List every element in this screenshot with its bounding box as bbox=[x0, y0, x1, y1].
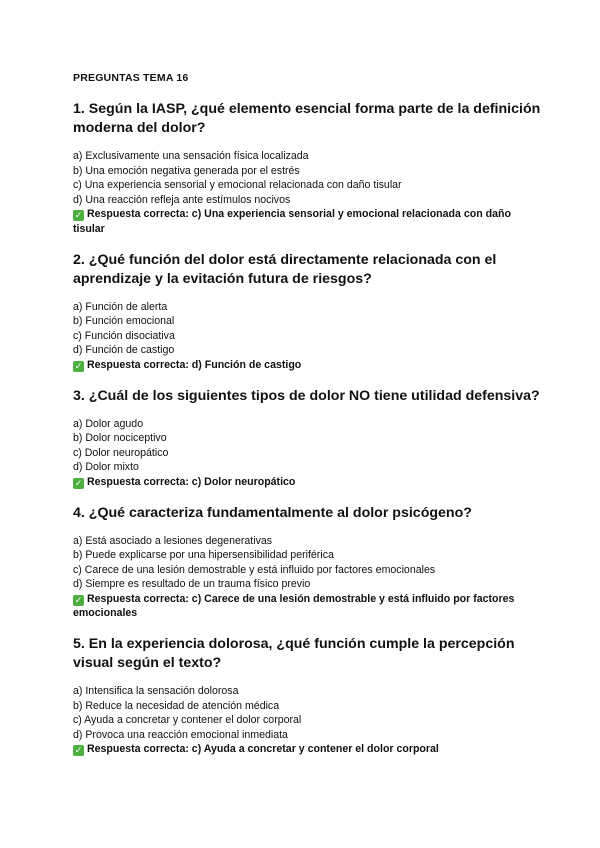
question-title: 1. Según la IASP, ¿qué elemento esencial forma parte de la definición moderna del dolor? bbox=[73, 101, 541, 136]
options-list bbox=[73, 300, 543, 358]
answer-text: Respuesta correcta: c) Carece de una lesión demostrable y está influido por factores emocionales bbox=[73, 592, 515, 620]
options-list bbox=[73, 417, 543, 475]
check-mark-button-icon: ✓ bbox=[74, 477, 83, 488]
option-a: a) Dolor agudo bbox=[73, 417, 144, 430]
option-a: a) Está asociado a lesiones degenerativas bbox=[73, 534, 273, 547]
answer-text: Respuesta correcta: d) Función de castigo bbox=[87, 358, 302, 371]
options-list bbox=[73, 149, 543, 207]
correct-answer bbox=[73, 475, 543, 490]
option-d: d) Siempre es resultado de un trauma físico previo bbox=[73, 578, 311, 591]
correct-answer bbox=[73, 742, 543, 757]
correct-answer bbox=[73, 358, 543, 373]
correct-answer bbox=[73, 592, 543, 621]
option-b: b) Puede explicarse por una hipersensibilidad periférica bbox=[73, 549, 334, 562]
question-title: 3. ¿Cuál de los siguientes tipos de dolor NO tiene utilidad defensiva? bbox=[73, 387, 540, 404]
options-list bbox=[73, 534, 543, 592]
answer-text: Respuesta correcta: c) Dolor neuropático bbox=[87, 475, 296, 488]
check-mark-button-icon: ✓ bbox=[74, 745, 83, 756]
option-b: b) Dolor nociceptivo bbox=[73, 432, 167, 445]
option-c: c) Ayuda a concretar y contener el dolor corporal bbox=[73, 714, 302, 727]
option-c: c) Una experiencia sensorial y emocional relacionada con daño tisular bbox=[73, 179, 402, 192]
answer-text: Respuesta correcta: c) Una experiencia sensorial y emocional relacionada con daño tisular bbox=[73, 208, 511, 235]
check-mark-button-icon: ✓ bbox=[74, 594, 83, 605]
question-block bbox=[73, 635, 543, 757]
option-b: b) Una emoción negativa generada por el estrés bbox=[73, 164, 300, 177]
question-title: 2. ¿Qué función del dolor está directamente relacionada con el aprendizaje y la evitación futura de riesgos? bbox=[73, 251, 497, 287]
question-block bbox=[73, 100, 543, 237]
question-block bbox=[73, 387, 543, 490]
document-title: PREGUNTAS TEMA 16 bbox=[73, 72, 189, 84]
question-block bbox=[73, 251, 543, 373]
option-d: d) Provoca una reacción emocional inmediata bbox=[73, 728, 288, 741]
option-d: d) Una reacción refleja ante estímulos nocivos bbox=[73, 193, 291, 206]
question-block bbox=[73, 504, 543, 622]
options-list bbox=[73, 684, 543, 742]
option-a: a) Intensifica la sensación dolorosa bbox=[73, 685, 239, 698]
option-a: a) Exclusivamente una sensación física localizada bbox=[73, 150, 309, 162]
option-d: d) Dolor mixto bbox=[73, 461, 139, 474]
question-title: 4. ¿Qué caracteriza fundamentalmente al dolor psicógeno? bbox=[73, 504, 472, 521]
answer-text: Respuesta correcta: c) Ayuda a concretar y contener el dolor corporal bbox=[87, 743, 439, 756]
option-c: c) Dolor neuropático bbox=[73, 446, 169, 459]
check-mark-button-icon: ✓ bbox=[74, 210, 83, 221]
correct-answer bbox=[73, 207, 543, 236]
option-a: a) Función de alerta bbox=[73, 300, 168, 313]
option-b: b) Función emocional bbox=[73, 315, 175, 328]
option-c: c) Carece de una lesión demostrable y está influido por factores emocionales bbox=[73, 563, 436, 576]
check-mark-button-icon: ✓ bbox=[74, 360, 83, 371]
option-d: d) Función de castigo bbox=[73, 344, 175, 357]
question-title: 5. En la experiencia dolorosa, ¿qué función cumple la percepción visual según el texto? bbox=[73, 636, 515, 672]
option-b: b) Reduce la necesidad de atención médica bbox=[73, 699, 280, 712]
document-page bbox=[73, 72, 543, 771]
option-c: c) Función disociativa bbox=[73, 329, 175, 342]
